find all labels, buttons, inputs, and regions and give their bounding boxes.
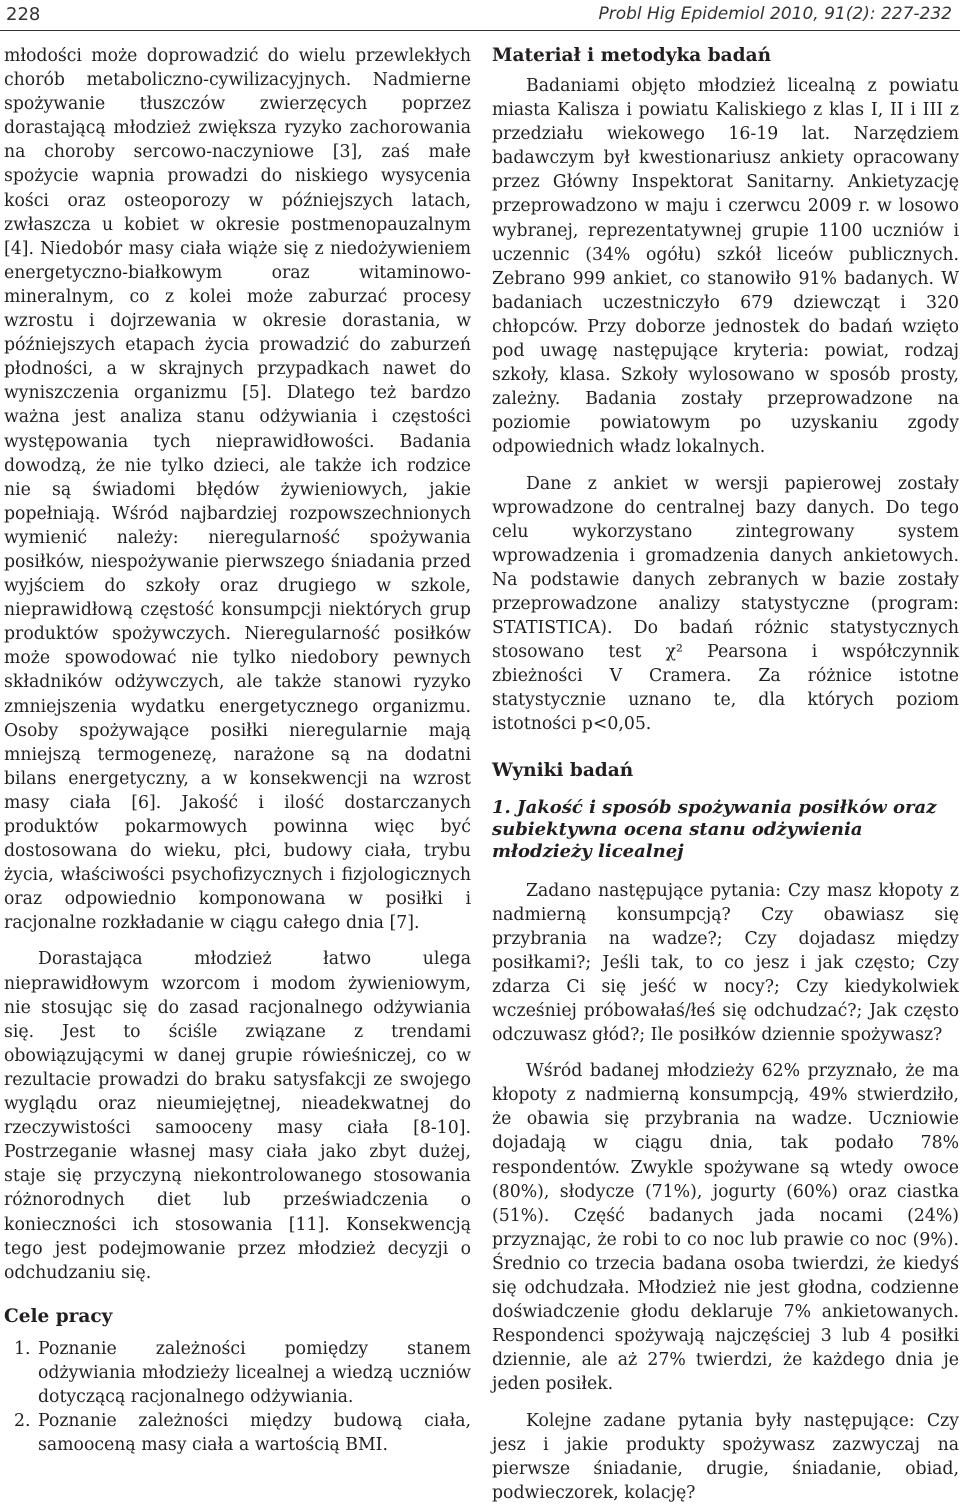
paragraph-methods: Badaniami objęto młodzież licealną z powiatu miasta Kalisza i powiatu Kaliskiego z klas I, II i III z przedziału wiekowego 16-19 lat. Narzędziem badawczym był kwestionariusz ankiety opracowany przez Główny Inspektorat Sanitarny. Ankietyzację przeprowadzono w maju i czerwcu 2009 r. w losowo wybranej, reprezentatywnej grupie 1100 uczniów i uczennic (34% ogółu) szkół liceów publicznych. Zebrano 999 ankiet, co stanowiło 91% badanych. W badaniach uczestniczyło 679 dziewcząt i 320 chłopców. Przy doborze jednostek do badań wzięto pod uwagę następujące kryteria: powiat, rodzaj szkoły, klasa. Szkoły wylosowano w sposób prosty, zależny. Badania zostały przeprowadzone na poziomie powiatowym po uzyskaniu zgody odpowiednich władz lokalnych. xyxy=(492,76,959,458)
journal-citation: Probl Hig Epidemiol 2010, 91(2): 227-232 xyxy=(598,4,952,24)
heading-goals: Cele pracy xyxy=(4,1305,113,1327)
list-item-text: Poznanie zależności między budową ciała, samooceną masy ciała a wartością BMI. xyxy=(38,1411,471,1456)
paragraph-intro-continued: młodości może doprowadzić do wielu przewlekłych chorób metaboliczno-cywilizacyjnych. Nadmierne spożywanie tłuszczów zwierzęcych poprzez dorastającą młodzież zwiększa ryzyko zachorowania na choroby sercowo-naczyniowe [3], zaś małe spożycie wapnia prowadzi do niskiego wysycenia kości oraz osteoporozy w późniejszych latach, zwłaszcza u kobiet w okresie postmenopauzalnym [4]. Niedobór masy ciała wiąże się z niedożywieniem energetyczno-białkowym oraz witaminowo-mineralnym, co z kolei może zaburzać procesy wzrostu i dojrzewania w okresie dorastania, w późniejszych etapach życia prowadzić do zaburzeń płodności, a w skrajnych przypadkach nawet do wyniszczenia organizmu [5]. Dlatego też bardzo ważna jest analiza stanu odżywiania i częstości występowania tych nieprawidłowości. Badania dowodzą, że nie tylko dzieci, ale także ich rodzice nie są świadomi błędów żywieniowych, jakie popełniają. Wśród najbardziej rozpowszechnionych wymienić należy: nieregularność spożywania posiłków, niespożywanie pierwszego śniadania przed wyjściem do szkoły oraz drugiego w szkole, nieprawidłową częstość konsumpcji niektórych grup produktów spożywczych. Nieregularność posiłków może spowodować nie tylko niedobory pewnych składników odżywczych, ale także stanowi ryzyko zmniejszenia wydatku energetycznego organizmu. Osoby spożywające posiłki nieregularnie mają mniejszą termogenezę, narażone są na dodatni bilans energetyczny, a w konsekwencji na wzrost masy ciała [6]. Jakość i ilość dostarczanych produktów pokarmowych powinna więc być dostosowana do wieku, płci, budowy ciała, trybu życia, właściwości psychofizycznych i fizjologicznych oraz odpowiednio komponowana w posiłki i racjonalne rozkładanie w ciągu całego dnia [7]. xyxy=(4,46,471,934)
subheading-results-1: 1. Jakość i sposób spożywania posiłków oraz subiektywna ocena stanu odżywienia młodzieży licealnej xyxy=(492,796,937,862)
header-rule xyxy=(0,30,960,31)
list-item xyxy=(4,1337,471,1409)
goals-list xyxy=(4,1337,471,1457)
heading-results: Wyniki badań xyxy=(492,759,634,781)
list-number: 1. xyxy=(14,1338,31,1359)
heading-methods: Materiał i metodyka badań xyxy=(492,45,772,66)
page-number: 228 xyxy=(6,4,41,25)
right-column xyxy=(492,44,959,1505)
page-header xyxy=(0,0,960,34)
list-item-text: Poznanie zależności pomiędzy stanem odżywiania młodzieży licealnej a wiedzą uczniów dotyczącą racjonalnego odżywiania. xyxy=(38,1338,471,1407)
left-column xyxy=(4,44,471,1457)
list-item xyxy=(4,1409,471,1457)
paragraph-next-questions: Kolejne zadane pytania były następujące: Czy jesz i jakie produkty spożywasz zazwyczaj na pierwsze śniadanie, drugie, śniadanie, obiad, podwieczorek, kolację? xyxy=(492,1410,959,1503)
paragraph-adolescents: Dorastająca młodzież łatwo ulega nieprawidłowym wzorcom i modom żywieniowym, nie stosując się do zasad racjonalnego odżywiania się. Jest to ściśle związane z trendami obowiązującymi w danej grupie rówieśniczej, co w rezultacie prowadzi do braku satysfakcji ze swojego wyglądu oraz nieumiejętnej, nieadekwatnej do rzeczywistości samooceny masy ciała [8-10]. Postrzeganie własnej masy ciała jako zbyt dużej, staje się przyczyną niekontrolowanego stosowania różnorodnych diet lub przeświadczenia o konieczności ich stosowania [11]. Konsekwencją tego jest podejmowanie przez młodzież decyzji o odchudzaniu się. xyxy=(4,949,471,1283)
paragraph-statistics: Dane z ankiet w wersji papierowej zostały wprowadzone do centralnej bazy danych. Do tego celu wykorzystano zintegrowany system wprowadzenia i gromadzenia danych ankietowych. Na podstawie danych zebranych w bazie zostały przeprowadzone analizy statystyczne (program: STATISTICA). Do badań różnic statystycznych stosowano test χ² Pearsona i współczynnik zbieżności V Cramera. Za różnice istotne statystycznie uznano te, dla których poziom istotności p<0,05. xyxy=(492,473,959,735)
paragraph-findings: Wśród badanej młodzieży 62% przyznało, że ma kłopoty z nadmierną konsumpcją, 49% stwierdziło, że obawia się przybrania na wadze. Uczniowie dojadają w ciągu dnia, tak podało 78% respondentów. Zwykle spożywane są wtedy owoce (80%), słodycze (71%), jogurty (60%) oraz ciastka (51%). Część badanych jada nocami (24%) przyznając, że robi to co noc lub prawie co noc (9%). Średnio co trzecia badana osoba twierdzi, że kiedyś się odchudzała. Młodzież nie jest głodna, codzienne doświadczenie głodu deklaruje 7% ankietowanych. Respondenci spożywają najczęściej 3 lub 4 posiłki dziennie, ale aż 27% twierdzi, że każdego dnia je jeden posiłek. xyxy=(492,1061,959,1395)
paragraph-questions: Zadano następujące pytania: Czy masz kłopoty z nadmierną konsumpcją? Czy obawiasz się przybrania na wadze?; Czy dojadasz między posiłkami?; Jeśli tak, to co jesz i jak często; Czy zdarza Ci się jeść w nocy?; Czy kiedykolwiek wcześniej próbowałaś/łeś się odchudzać?; Jak często odczuwasz głód?; Ile posiłków dziennie spożywasz? xyxy=(492,880,959,1046)
list-number: 2. xyxy=(14,1411,31,1432)
